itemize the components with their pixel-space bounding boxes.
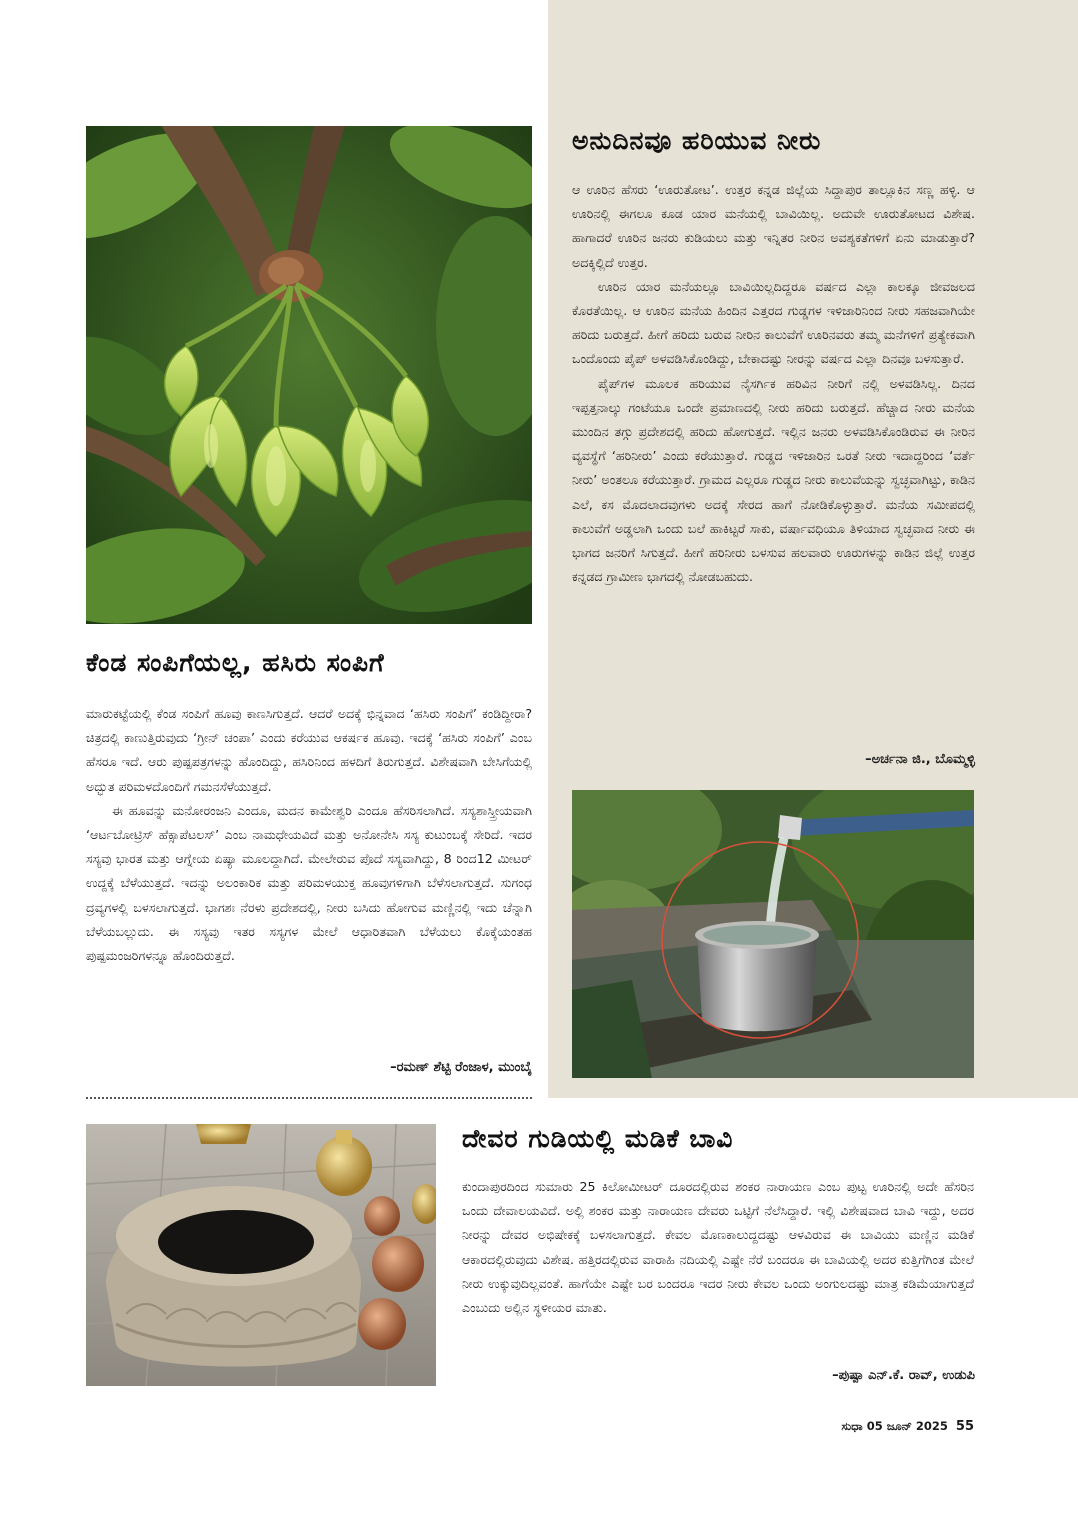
- page-footer: [841, 1419, 974, 1434]
- magazine-name: ಸುಧಾ: [841, 1419, 863, 1433]
- article-well-paragraph: ಕುಂದಾಪುರದಿಂದ ಸುಮಾರು 25 ಕಿಲೋಮೀಟರ್ ದೂರದಲ್ಲಿರುವ ಶಂಕರ ನಾರಾಯಣ ಎಂಬ ಪುಟ್ಟ ಊರಿನಲ್ಲಿ ಅದೇ ಹೆಸರಿನ ಒಂದು ದೇವಾಲಯವಿದೆ. ಅಲ್ಲಿ ಶಂಕರ ಮತ್ತು ನಾರಾಯಣ ದೇವರು ಒಟ್ಟಿಗೆ ನೆಲೆಸಿದ್ದಾರೆ. ಇಲ್ಲಿ ವಿಶೇಷವಾದ ಬಾವಿ ಇದ್ದು, ಅದರ ನೀರನ್ನು ದೇವರ ಅಭಿಷೇಕಕ್ಕೆ ಬಳಸಲಾಗುತ್ತದೆ. ಕೇವಲ ಮೊಣಕಾಲುದ್ದದಷ್ಟು ಆಳವಿರುವ ಈ ಬಾವಿಯು ಮಣ್ಣಿನ ಮಡಿಕೆ ಆಕಾರದಲ್ಲಿರುವುದು ವಿಶೇಷ. ಹತ್ತಿರದಲ್ಲಿರುವ ವಾರಾಹಿ ನದಿಯಲ್ಲಿ ಎಷ್ಟೇ ನೆರೆ ಬಂದರೂ ಈ ಬಾವಿಯಲ್ಲಿ ಅದರ ಕುತ್ತಿಗೆಗಿಂತ ಮೇಲೆ ನೀರು ಉಕ್ಕುವುದಿಲ್ಲವಂತೆ. ಹಾಗೆಯೇ ಎಷ್ಟೇ ಬರ ಬಂದರೂ ಇದರ ನೀರು ಕೇವಲ ಒಂದು ಅಂಗುಲದಷ್ಟು ಮಾತ್ರ ಕಡಿಮೆಯಾಗುತ್ತದೆ ಎಂಬುದು ಅಲ್ಲಿನ ಸ್ಥಳೀಯರ ಮಾತು.: [462, 1179, 974, 1316]
- article-water-byline: –ಅರ್ಚನಾ ಜಿ., ಬೊಮ್ಮಳ್ಳಿ: [865, 752, 975, 767]
- article-well-title: ದೇವರ ಗುಡಿಯಲ್ಲಿ ಮಡಿಕೆ ಬಾವಿ: [462, 1124, 734, 1153]
- article-water-paragraph: ಊರಿನ ಯಾರ ಮನೆಯಲ್ಲೂ ಬಾವಿಯಿಲ್ಲದಿದ್ದರೂ ವರ್ಷದ ಎಲ್ಲಾ ಕಾಲಕ್ಕೂ ಜೀವಜಲದ ಕೊರತೆಯಿಲ್ಲ. ಆ ಊರಿನ ಮನೆಯ ಹಿಂದಿನ ಎತ್ತರದ ಗುಡ್ಡಗಳ ಇಳಿಜಾರಿನಿಂದ ನೀರು ಸಹಜವಾಗಿಯೇ ಹರಿದು ಬರುತ್ತದೆ. ಹೀಗೆ ಹರಿದು ಬರುವ ನೀರಿನ ಕಾಲುವೆಗೆ ಊರಿನವರು ತಮ್ಮ ಮನೆಗಳಿಗೆ ಪ್ರತ್ಯೇಕವಾಗಿ ಒಂದೊಂದು ಪೈಪ್ ಅಳವಡಿಸಿಕೊಂಡಿದ್ದು, ಬೇಕಾದಷ್ಟು ನೀರನ್ನು ವರ್ಷದ ಎಲ್ಲಾ ದಿನವೂ ಬಳಸುತ್ತಾರೆ.: [572, 278, 975, 367]
- article-water-body: [572, 178, 975, 589]
- article-champa-byline: –ರಮಣ್ ಶೆಟ್ಟಿ ರೆಂಜಾಳ, ಮುಂಬೈ: [390, 1060, 532, 1075]
- water-pipe-photo: [572, 790, 974, 1078]
- article-well-body: [462, 1175, 974, 1320]
- article-champa-title: ಕೆಂಡ ಸಂಪಿಗೆಯಲ್ಲ, ಹಸಿರು ಸಂಪಿಗೆ: [86, 648, 385, 677]
- article-champa-paragraph: ಮಾರುಕಟ್ಟೆಯಲ್ಲಿ ಕೆಂಡ ಸಂಪಿಗೆ ಹೂವು ಕಾಣಸಿಗುತ್ತದೆ. ಆದರೆ ಅದಕ್ಕೆ ಭಿನ್ನವಾದ ‘ಹಸಿರು ಸಂಪಿಗೆ’ ಕಂಡಿದ್ದೀರಾ? ಚಿತ್ರದಲ್ಲಿ ಕಾಣುತ್ತಿರುವುದು ‘ಗ್ರೀನ್ ಚಂಪಾ’ ಎಂದು ಕರೆಯುವ ಆಕರ್ಷಕ ಹೂವು. ಇದಕ್ಕೆ ‘ಹಸಿರು ಸಂಪಿಗೆ’ ಎಂಬ ಹೆಸರೂ ಇದೆ. ಆರು ಪುಷ್ಪಪತ್ರಗಳನ್ನು ಹೊಂದಿದ್ದು, ಹಸಿರಿನಿಂದ ಹಳದಿಗೆ ತಿರುಗುತ್ತದೆ. ವಿಶೇಷವಾಗಿ ಬೇಸಿಗೆಯಲ್ಲಿ ಅದ್ಭುತ ಪರಿಮಳದೊಂದಿಗೆ ಗಮನಸೆಳೆಯುತ್ತದೆ.: [86, 706, 532, 794]
- article-water-paragraph: ಪೈಪ್‌ಗಳ ಮೂಲಕ ಹರಿಯುವ ನೈಸರ್ಗಿಕ ಹರಿವಿನ ನೀರಿಗೆ ನಲ್ಲಿ ಅಳವಡಿಸಿಲ್ಲ. ದಿನದ ಇಪ್ಪತ್ತನಾಲ್ಕು ಗಂಟೆಯೂ ಒಂದೇ ಪ್ರಮಾಣದಲ್ಲಿ ನೀರು ಹರಿದು ಬರುತ್ತದೆ. ಹೆಚ್ಚಾದ ನೀರು ಮನೆಯ ಮುಂದಿನ ತಗ್ಗು ಪ್ರದೇಶದಲ್ಲಿ ಹರಿದು ಹೋಗುತ್ತದೆ. ಇಲ್ಲಿನ ಜನರು ಅಳವಡಿಸಿಕೊಂಡಿರುವ ಈ ನೀರಿನ ವ್ಯವಸ್ಥೆಗೆ ‘ಹರಿನೀರು’ ಎಂದು ಕರೆಯುತ್ತಾರೆ. ಗುಡ್ಡದ ಇಳಿಜಾರಿನ ಒರತೆ ನೀರು ಇದಾದ್ದರಿಂದ ‘ವರ್ತೆ ನೀರು’ ಅಂತಲೂ ಕರೆಯುತ್ತಾರೆ. ಗ್ರಾಮದ ಎಲ್ಲರೂ ಗುಡ್ಡದ ನೀರು ಕಾಲುವೆಯನ್ನು ಸ್ವಚ್ಛವಾಗಿಟ್ಟು, ಕಾಡಿನ ಎಲೆ, ಕಸ ಮೊದಲಾದವುಗಳು ಅದಕ್ಕೆ ಸೇರದ ಹಾಗೆ ನೋಡಿಕೊಳ್ಳುತ್ತಾರೆ. ಮನೆಯ ಸಮೀಪದಲ್ಲಿ ಕಾಲುವೆಗೆ ಅಡ್ಡಲಾಗಿ ಒಂದು ಬಲೆ ಹಾಕಿಟ್ಟರೆ ಸಾಕು, ವರ್ಷಾವಧಿಯೂ ತಿಳಿಯಾದ ಸ್ವಚ್ಛವಾದ ನೀರು ಈ ಭಾಗದ ಜನರಿಗೆ ಸಿಗುತ್ತದೆ. ಹೀಗೆ ಹರಿನೀರು ಬಳಸುವ ಹಲವಾರು ಊರುಗಳನ್ನು ಕಾಡಿನ ಜಿಲ್ಲೆ ಉತ್ತರ ಕನ್ನಡದ ಗ್ರಾಮೀಣ ಭಾಗದಲ್ಲಿ ನೋಡಬಹುದು.: [572, 375, 975, 585]
- page-number: 55: [955, 1419, 974, 1434]
- article-water-title: ಅನುದಿನವೂ ಹರಿಯುವ ನೀರು: [572, 126, 822, 155]
- article-water-paragraph: ಆ ಊರಿನ ಹೆಸರು ‘ಊರುತೋಟ’. ಉತ್ತರ ಕನ್ನಡ ಜಿಲ್ಲೆಯ ಸಿದ್ದಾಪುರ ತಾಲ್ಲೂಕಿನ ಸಣ್ಣ ಹಳ್ಳಿ. ಆ ಊರಿನಲ್ಲಿ ಈಗಲೂ ಕೂಡ ಯಾರ ಮನೆಯಲ್ಲಿ ಬಾವಿಯಿಲ್ಲ. ಅದುವೇ ಊರುತೋಟದ ವಿಶೇಷ. ಹಾಗಾದರೆ ಊರಿನ ಜನರು ಕುಡಿಯಲು ಮತ್ತು ಇನ್ನಿತರ ನೀರಿನ ಅವಶ್ಯಕತೆಗಳಿಗೆ ಏನು ಮಾಡುತ್ತಾರೆ? ಅದಕ್ಕಿಲ್ಲಿದೆ ಉತ್ತರ.: [572, 182, 975, 270]
- section-divider: [86, 1097, 532, 1099]
- green-champa-photo: [86, 126, 532, 624]
- article-well-byline: –ಪುಷ್ಪಾ ಎನ್.ಕೆ. ರಾವ್, ಉಡುಪಿ: [832, 1368, 975, 1383]
- article-champa-body: [86, 702, 532, 968]
- issue-date: 05 ಜೂನ್ 2025: [866, 1419, 948, 1433]
- article-champa-paragraph: ಈ ಹೂವನ್ನು ಮನೋರಂಜನಿ ಎಂದೂ, ಮದನ ಕಾಮೇಶ್ವರಿ ಎಂದೂ ಹೆಸರಿಸಲಾಗಿದೆ. ಸಸ್ಯಶಾಸ್ತ್ರೀಯವಾಗಿ ‘ಆರ್ಟಬೋಟ್ರಿಸ್ ಹೆಕ್ಸಾಪೆಟಲಸ್’ ಎಂಬ ನಾಮಧೇಯವಿದೆ ಮತ್ತು ಅನೋನೇಸಿ ಸಸ್ಯ ಕುಟುಂಬಕ್ಕೆ ಸೇರಿದೆ. ಇದರ ಸಸ್ಯವು ಭಾರತ ಮತ್ತು ಆಗ್ನೇಯ ಏಷ್ಯಾ ಮೂಲದ್ದಾಗಿದೆ. ಮೇಲೇರುವ ಪೊದೆ ಸಸ್ಯವಾಗಿದ್ದು, 8 ರಿಂದ12 ಮೀಟರ್ ಉದ್ದಕ್ಕೆ ಬೆಳೆಯುತ್ತದೆ. ಇದನ್ನು ಅಲಂಕಾರಿಕ ಮತ್ತು ಪರಿಮಳಯುಕ್ತ ಹೂವುಗಳಿಗಾಗಿ ಬೆಳೆಸಲಾಗುತ್ತದೆ. ಸುಗಂಧ ದ್ರವ್ಯಗಳಲ್ಲಿ ಬಳಸಲಾಗುತ್ತದೆ. ಭಾಗಶಃ ನೆರಳು ಪ್ರದೇಶದಲ್ಲಿ, ನೀರು ಬಸಿದು ಹೋಗುವ ಮಣ್ಣಿನಲ್ಲಿ ಇದು ಚೆನ್ನಾಗಿ ಬೆಳೆಯಬಲ್ಲುದು. ಈ ಸಸ್ಯವು ಇತರ ಸಸ್ಯಗಳ ಮೇಲೆ ಆಧಾರಿತವಾಗಿ ಬೆಳೆಯಲು ಕೊಕ್ಕೆಯಂತಹ ಪುಷ್ಪಮಂಜರಿಗಳನ್ನೂ ಹೊಂದಿರುತ್ತದೆ.: [86, 802, 532, 964]
- pot-well-photo: [86, 1124, 436, 1386]
